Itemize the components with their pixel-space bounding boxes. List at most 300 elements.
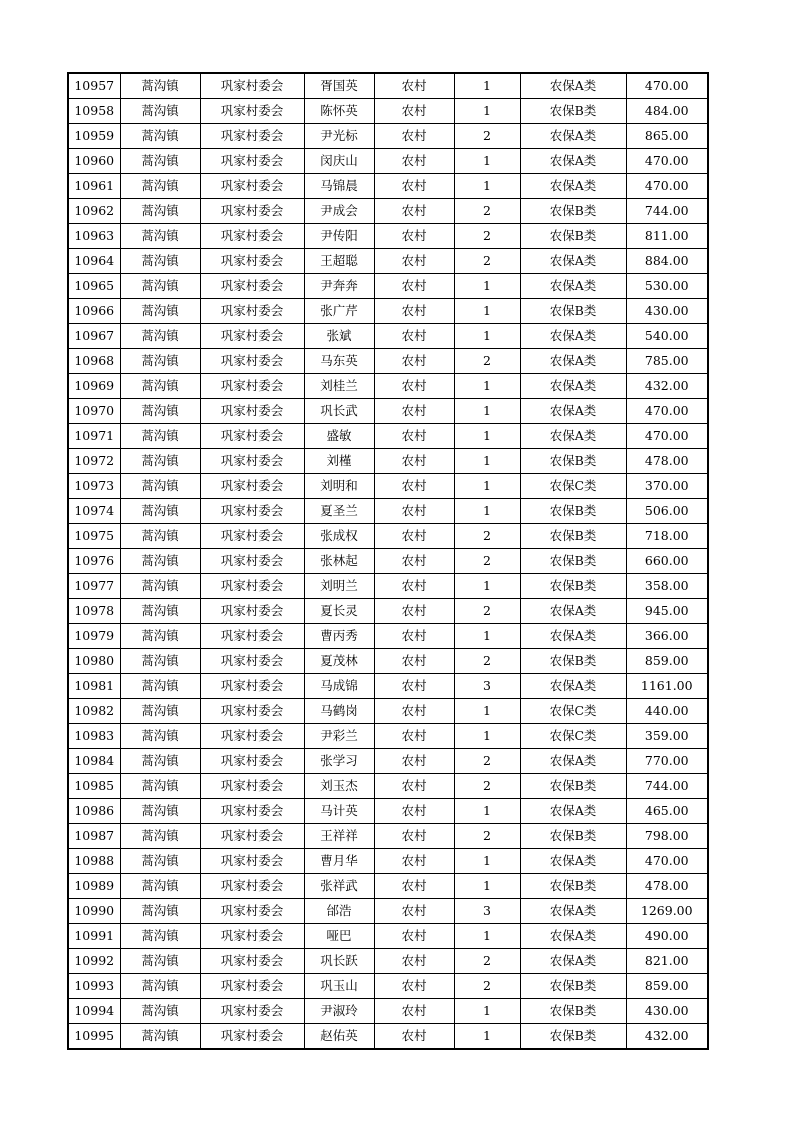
- name-cell: 尹传阳: [304, 224, 374, 249]
- name-cell: 尹奔奔: [304, 274, 374, 299]
- name-cell: 夏茂林: [304, 649, 374, 674]
- table-row: [68, 174, 708, 199]
- insurance-category-cell: 农保A类: [520, 849, 626, 874]
- household-type-cell: 农村: [374, 449, 454, 474]
- village-committee-cell: 巩家村委会: [200, 624, 304, 649]
- table-row: [68, 849, 708, 874]
- person-count-cell: 1: [454, 149, 520, 174]
- village-committee-cell: 巩家村委会: [200, 699, 304, 724]
- person-count-cell: 1: [454, 699, 520, 724]
- household-type-cell: 农村: [374, 299, 454, 324]
- name-cell: 夏圣兰: [304, 499, 374, 524]
- record-id-cell: 10991: [68, 924, 120, 949]
- person-count-cell: 2: [454, 224, 520, 249]
- table-row: [68, 699, 708, 724]
- insurance-category-cell: 农保A类: [520, 324, 626, 349]
- amount-cell: 470.00: [626, 73, 708, 99]
- village-committee-cell: 巩家村委会: [200, 124, 304, 149]
- insurance-category-cell: 农保A类: [520, 274, 626, 299]
- insurance-category-cell: 农保A类: [520, 174, 626, 199]
- record-id-cell: 10979: [68, 624, 120, 649]
- record-id-cell: 10973: [68, 474, 120, 499]
- record-id-cell: 10977: [68, 574, 120, 599]
- insurance-category-cell: 农保A类: [520, 624, 626, 649]
- table-row: [68, 824, 708, 849]
- town-cell: 蒿沟镇: [120, 549, 200, 574]
- record-id-cell: 10961: [68, 174, 120, 199]
- town-cell: 蒿沟镇: [120, 799, 200, 824]
- name-cell: 马鹤岗: [304, 699, 374, 724]
- town-cell: 蒿沟镇: [120, 849, 200, 874]
- town-cell: 蒿沟镇: [120, 374, 200, 399]
- insurance-category-cell: 农保A类: [520, 899, 626, 924]
- town-cell: 蒿沟镇: [120, 674, 200, 699]
- household-type-cell: 农村: [374, 549, 454, 574]
- village-committee-cell: 巩家村委会: [200, 949, 304, 974]
- amount-cell: 865.00: [626, 124, 708, 149]
- household-type-cell: 农村: [374, 474, 454, 499]
- table-row: [68, 274, 708, 299]
- name-cell: 夏长灵: [304, 599, 374, 624]
- village-committee-cell: 巩家村委会: [200, 499, 304, 524]
- table-row: [68, 549, 708, 574]
- table-row: [68, 1024, 708, 1050]
- amount-cell: 432.00: [626, 1024, 708, 1050]
- person-count-cell: 3: [454, 899, 520, 924]
- village-committee-cell: 巩家村委会: [200, 424, 304, 449]
- amount-cell: 821.00: [626, 949, 708, 974]
- town-cell: 蒿沟镇: [120, 1024, 200, 1050]
- household-type-cell: 农村: [374, 949, 454, 974]
- village-committee-cell: 巩家村委会: [200, 849, 304, 874]
- town-cell: 蒿沟镇: [120, 474, 200, 499]
- amount-cell: 465.00: [626, 799, 708, 824]
- village-committee-cell: 巩家村委会: [200, 999, 304, 1024]
- town-cell: 蒿沟镇: [120, 824, 200, 849]
- village-committee-cell: 巩家村委会: [200, 549, 304, 574]
- town-cell: 蒿沟镇: [120, 774, 200, 799]
- person-count-cell: 2: [454, 549, 520, 574]
- village-committee-cell: 巩家村委会: [200, 374, 304, 399]
- household-type-cell: 农村: [374, 724, 454, 749]
- village-committee-cell: 巩家村委会: [200, 874, 304, 899]
- record-id-cell: 10984: [68, 749, 120, 774]
- village-committee-cell: 巩家村委会: [200, 224, 304, 249]
- name-cell: 哑巴: [304, 924, 374, 949]
- village-committee-cell: 巩家村委会: [200, 524, 304, 549]
- village-committee-cell: 巩家村委会: [200, 274, 304, 299]
- person-count-cell: 1: [454, 999, 520, 1024]
- name-cell: 尹光标: [304, 124, 374, 149]
- person-count-cell: 1: [454, 924, 520, 949]
- amount-cell: 490.00: [626, 924, 708, 949]
- insurance-category-cell: 农保A类: [520, 399, 626, 424]
- town-cell: 蒿沟镇: [120, 974, 200, 999]
- table-row: [68, 349, 708, 374]
- table-row: [68, 249, 708, 274]
- town-cell: 蒿沟镇: [120, 649, 200, 674]
- person-count-cell: 2: [454, 124, 520, 149]
- town-cell: 蒿沟镇: [120, 249, 200, 274]
- town-cell: 蒿沟镇: [120, 699, 200, 724]
- town-cell: 蒿沟镇: [120, 399, 200, 424]
- amount-cell: 470.00: [626, 399, 708, 424]
- household-type-cell: 农村: [374, 1024, 454, 1050]
- village-committee-cell: 巩家村委会: [200, 749, 304, 774]
- household-type-cell: 农村: [374, 999, 454, 1024]
- name-cell: 巩长武: [304, 399, 374, 424]
- record-id-cell: 10978: [68, 599, 120, 624]
- name-cell: 马计英: [304, 799, 374, 824]
- table-row: [68, 574, 708, 599]
- town-cell: 蒿沟镇: [120, 424, 200, 449]
- record-id-cell: 10972: [68, 449, 120, 474]
- record-id-cell: 10960: [68, 149, 120, 174]
- town-cell: 蒿沟镇: [120, 924, 200, 949]
- town-cell: 蒿沟镇: [120, 949, 200, 974]
- record-id-cell: 10965: [68, 274, 120, 299]
- person-count-cell: 2: [454, 824, 520, 849]
- name-cell: 巩长跃: [304, 949, 374, 974]
- household-type-cell: 农村: [374, 149, 454, 174]
- name-cell: 巩玉山: [304, 974, 374, 999]
- household-type-cell: 农村: [374, 674, 454, 699]
- town-cell: 蒿沟镇: [120, 299, 200, 324]
- person-count-cell: 2: [454, 974, 520, 999]
- household-type-cell: 农村: [374, 699, 454, 724]
- record-id-cell: 10963: [68, 224, 120, 249]
- table-row: [68, 524, 708, 549]
- insurance-category-cell: 农保A类: [520, 799, 626, 824]
- household-type-cell: 农村: [374, 499, 454, 524]
- person-count-cell: 1: [454, 274, 520, 299]
- name-cell: 胥国英: [304, 73, 374, 99]
- village-committee-cell: 巩家村委会: [200, 574, 304, 599]
- person-count-cell: 1: [454, 724, 520, 749]
- household-type-cell: 农村: [374, 624, 454, 649]
- record-id-cell: 10985: [68, 774, 120, 799]
- amount-cell: 945.00: [626, 599, 708, 624]
- person-count-cell: 1: [454, 874, 520, 899]
- person-count-cell: 1: [454, 424, 520, 449]
- person-count-cell: 1: [454, 374, 520, 399]
- record-id-cell: 10976: [68, 549, 120, 574]
- amount-cell: 530.00: [626, 274, 708, 299]
- insurance-category-cell: 农保B类: [520, 774, 626, 799]
- name-cell: 尹成会: [304, 199, 374, 224]
- household-type-cell: 农村: [374, 574, 454, 599]
- household-type-cell: 农村: [374, 799, 454, 824]
- name-cell: 张成权: [304, 524, 374, 549]
- table-row: [68, 399, 708, 424]
- table-row: [68, 324, 708, 349]
- household-type-cell: 农村: [374, 199, 454, 224]
- amount-cell: 366.00: [626, 624, 708, 649]
- data-table: [67, 72, 709, 1050]
- insurance-category-cell: 农保B类: [520, 824, 626, 849]
- record-id-cell: 10969: [68, 374, 120, 399]
- household-type-cell: 农村: [374, 99, 454, 124]
- amount-cell: 484.00: [626, 99, 708, 124]
- table-row: [68, 149, 708, 174]
- town-cell: 蒿沟镇: [120, 99, 200, 124]
- name-cell: 刘明和: [304, 474, 374, 499]
- person-count-cell: 1: [454, 849, 520, 874]
- person-count-cell: 1: [454, 73, 520, 99]
- table-row: [68, 749, 708, 774]
- table-row: [68, 99, 708, 124]
- person-count-cell: 2: [454, 949, 520, 974]
- person-count-cell: 1: [454, 299, 520, 324]
- insurance-category-cell: 农保C类: [520, 699, 626, 724]
- town-cell: 蒿沟镇: [120, 149, 200, 174]
- insurance-category-cell: 农保B类: [520, 1024, 626, 1050]
- insurance-category-cell: 农保A类: [520, 349, 626, 374]
- table-row: [68, 474, 708, 499]
- village-committee-cell: 巩家村委会: [200, 924, 304, 949]
- household-type-cell: 农村: [374, 73, 454, 99]
- name-cell: 王超聪: [304, 249, 374, 274]
- person-count-cell: 2: [454, 649, 520, 674]
- town-cell: 蒿沟镇: [120, 449, 200, 474]
- table-row: [68, 999, 708, 1024]
- town-cell: 蒿沟镇: [120, 724, 200, 749]
- record-id-cell: 10990: [68, 899, 120, 924]
- household-type-cell: 农村: [374, 374, 454, 399]
- town-cell: 蒿沟镇: [120, 599, 200, 624]
- amount-cell: 430.00: [626, 999, 708, 1024]
- table-row: [68, 199, 708, 224]
- insurance-category-cell: 农保A类: [520, 949, 626, 974]
- insurance-category-cell: 农保B类: [520, 524, 626, 549]
- person-count-cell: 2: [454, 349, 520, 374]
- name-cell: 曹月华: [304, 849, 374, 874]
- amount-cell: 359.00: [626, 724, 708, 749]
- person-count-cell: 1: [454, 1024, 520, 1050]
- name-cell: 刘明兰: [304, 574, 374, 599]
- insurance-category-cell: 农保B类: [520, 449, 626, 474]
- village-committee-cell: 巩家村委会: [200, 199, 304, 224]
- insurance-category-cell: 农保B类: [520, 199, 626, 224]
- table-row: [68, 499, 708, 524]
- town-cell: 蒿沟镇: [120, 349, 200, 374]
- household-type-cell: 农村: [374, 599, 454, 624]
- amount-cell: 859.00: [626, 649, 708, 674]
- town-cell: 蒿沟镇: [120, 224, 200, 249]
- village-committee-cell: 巩家村委会: [200, 174, 304, 199]
- village-committee-cell: 巩家村委会: [200, 674, 304, 699]
- name-cell: 刘槿: [304, 449, 374, 474]
- household-type-cell: 农村: [374, 124, 454, 149]
- household-type-cell: 农村: [374, 399, 454, 424]
- record-id-cell: 10986: [68, 799, 120, 824]
- town-cell: 蒿沟镇: [120, 324, 200, 349]
- person-count-cell: 2: [454, 524, 520, 549]
- person-count-cell: 1: [454, 574, 520, 599]
- household-type-cell: 农村: [374, 824, 454, 849]
- amount-cell: 859.00: [626, 974, 708, 999]
- insurance-category-cell: 农保B类: [520, 99, 626, 124]
- person-count-cell: 2: [454, 749, 520, 774]
- name-cell: 马东英: [304, 349, 374, 374]
- village-committee-cell: 巩家村委会: [200, 724, 304, 749]
- insurance-category-cell: 农保B类: [520, 499, 626, 524]
- household-type-cell: 农村: [374, 224, 454, 249]
- record-id-cell: 10992: [68, 949, 120, 974]
- record-id-cell: 10983: [68, 724, 120, 749]
- village-committee-cell: 巩家村委会: [200, 1024, 304, 1050]
- record-id-cell: 10988: [68, 849, 120, 874]
- name-cell: 陈怀英: [304, 99, 374, 124]
- name-cell: 马锦晨: [304, 174, 374, 199]
- household-type-cell: 农村: [374, 849, 454, 874]
- village-committee-cell: 巩家村委会: [200, 99, 304, 124]
- amount-cell: 1161.00: [626, 674, 708, 699]
- insurance-category-cell: 农保B类: [520, 999, 626, 1024]
- name-cell: 刘玉杰: [304, 774, 374, 799]
- table-row: [68, 874, 708, 899]
- name-cell: 盛敏: [304, 424, 374, 449]
- table-row: [68, 924, 708, 949]
- town-cell: 蒿沟镇: [120, 73, 200, 99]
- record-id-cell: 10968: [68, 349, 120, 374]
- household-type-cell: 农村: [374, 174, 454, 199]
- person-count-cell: 1: [454, 799, 520, 824]
- person-count-cell: 2: [454, 599, 520, 624]
- amount-cell: 440.00: [626, 699, 708, 724]
- name-cell: 马成锦: [304, 674, 374, 699]
- record-id-cell: 10967: [68, 324, 120, 349]
- person-count-cell: 2: [454, 199, 520, 224]
- table-row: [68, 424, 708, 449]
- person-count-cell: 1: [454, 99, 520, 124]
- insurance-category-cell: 农保B类: [520, 974, 626, 999]
- record-id-cell: 10975: [68, 524, 120, 549]
- insurance-category-cell: 农保A类: [520, 599, 626, 624]
- insurance-category-cell: 农保A类: [520, 374, 626, 399]
- person-count-cell: 1: [454, 624, 520, 649]
- table-row: [68, 899, 708, 924]
- record-id-cell: 10982: [68, 699, 120, 724]
- village-committee-cell: 巩家村委会: [200, 399, 304, 424]
- name-cell: 张学习: [304, 749, 374, 774]
- village-committee-cell: 巩家村委会: [200, 649, 304, 674]
- table-row: [68, 949, 708, 974]
- record-id-cell: 10989: [68, 874, 120, 899]
- insurance-category-cell: 农保A类: [520, 424, 626, 449]
- record-id-cell: 10980: [68, 649, 120, 674]
- amount-cell: 506.00: [626, 499, 708, 524]
- table-row: [68, 974, 708, 999]
- person-count-cell: 1: [454, 324, 520, 349]
- person-count-cell: 2: [454, 249, 520, 274]
- person-count-cell: 1: [454, 474, 520, 499]
- table-body: [68, 73, 708, 1049]
- record-id-cell: 10987: [68, 824, 120, 849]
- town-cell: 蒿沟镇: [120, 624, 200, 649]
- insurance-category-cell: 农保A类: [520, 249, 626, 274]
- name-cell: 张斌: [304, 324, 374, 349]
- insurance-category-cell: 农保C类: [520, 474, 626, 499]
- village-committee-cell: 巩家村委会: [200, 299, 304, 324]
- town-cell: 蒿沟镇: [120, 274, 200, 299]
- village-committee-cell: 巩家村委会: [200, 824, 304, 849]
- name-cell: 王祥祥: [304, 824, 374, 849]
- table-row: [68, 674, 708, 699]
- amount-cell: 470.00: [626, 424, 708, 449]
- town-cell: 蒿沟镇: [120, 174, 200, 199]
- household-type-cell: 农村: [374, 274, 454, 299]
- amount-cell: 358.00: [626, 574, 708, 599]
- town-cell: 蒿沟镇: [120, 199, 200, 224]
- table-row: [68, 724, 708, 749]
- person-count-cell: 1: [454, 499, 520, 524]
- record-id-cell: 10971: [68, 424, 120, 449]
- record-id-cell: 10958: [68, 99, 120, 124]
- amount-cell: 884.00: [626, 249, 708, 274]
- household-type-cell: 农村: [374, 899, 454, 924]
- amount-cell: 470.00: [626, 849, 708, 874]
- table-row: [68, 599, 708, 624]
- insurance-category-cell: 农保B类: [520, 549, 626, 574]
- insurance-category-cell: 农保B类: [520, 874, 626, 899]
- village-committee-cell: 巩家村委会: [200, 73, 304, 99]
- household-type-cell: 农村: [374, 924, 454, 949]
- amount-cell: 718.00: [626, 524, 708, 549]
- name-cell: 赵佑英: [304, 1024, 374, 1050]
- amount-cell: 470.00: [626, 174, 708, 199]
- table-row: [68, 299, 708, 324]
- insurance-category-cell: 农保A类: [520, 924, 626, 949]
- household-type-cell: 农村: [374, 249, 454, 274]
- household-type-cell: 农村: [374, 774, 454, 799]
- name-cell: 张林起: [304, 549, 374, 574]
- table-row: [68, 374, 708, 399]
- record-id-cell: 10993: [68, 974, 120, 999]
- record-id-cell: 10959: [68, 124, 120, 149]
- town-cell: 蒿沟镇: [120, 124, 200, 149]
- amount-cell: 744.00: [626, 199, 708, 224]
- amount-cell: 478.00: [626, 874, 708, 899]
- name-cell: 张广芹: [304, 299, 374, 324]
- table-row: [68, 624, 708, 649]
- table-row: [68, 449, 708, 474]
- amount-cell: 370.00: [626, 474, 708, 499]
- household-type-cell: 农村: [374, 424, 454, 449]
- record-id-cell: 10962: [68, 199, 120, 224]
- amount-cell: 770.00: [626, 749, 708, 774]
- amount-cell: 470.00: [626, 149, 708, 174]
- town-cell: 蒿沟镇: [120, 874, 200, 899]
- insurance-category-cell: 农保A类: [520, 124, 626, 149]
- amount-cell: 744.00: [626, 774, 708, 799]
- village-committee-cell: 巩家村委会: [200, 474, 304, 499]
- person-count-cell: 3: [454, 674, 520, 699]
- insurance-category-cell: 农保A类: [520, 749, 626, 774]
- record-id-cell: 10964: [68, 249, 120, 274]
- insurance-category-cell: 农保B类: [520, 299, 626, 324]
- table-row: [68, 799, 708, 824]
- household-type-cell: 农村: [374, 524, 454, 549]
- village-committee-cell: 巩家村委会: [200, 774, 304, 799]
- village-committee-cell: 巩家村委会: [200, 149, 304, 174]
- name-cell: 邰浩: [304, 899, 374, 924]
- amount-cell: 1269.00: [626, 899, 708, 924]
- village-committee-cell: 巩家村委会: [200, 349, 304, 374]
- town-cell: 蒿沟镇: [120, 999, 200, 1024]
- insurance-category-cell: 农保A类: [520, 674, 626, 699]
- town-cell: 蒿沟镇: [120, 574, 200, 599]
